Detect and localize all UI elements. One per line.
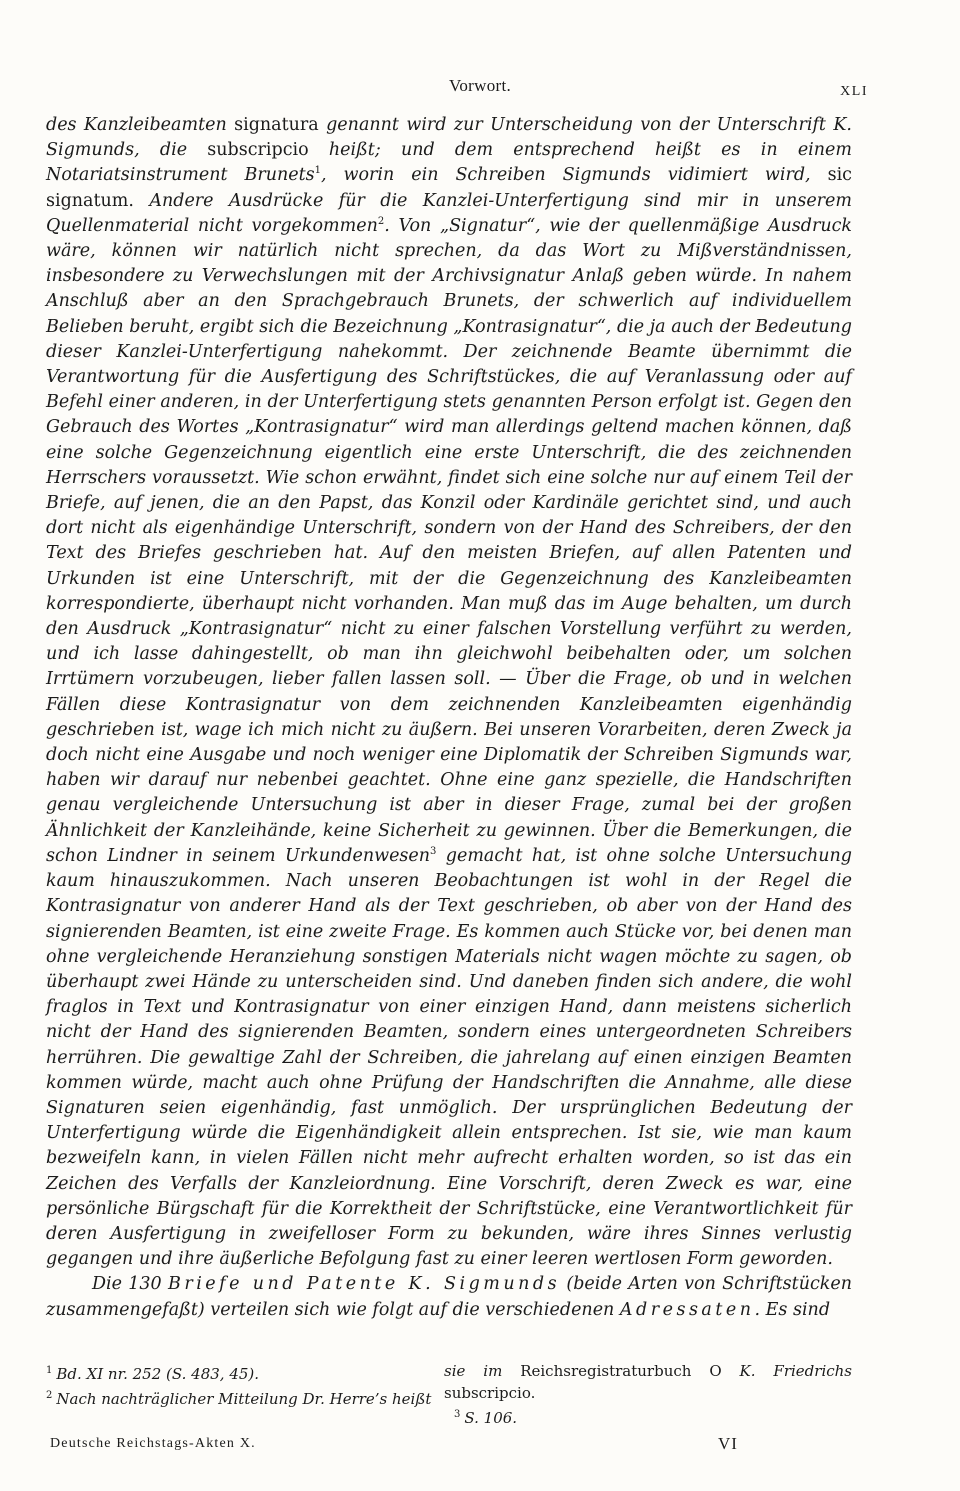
printer-signature-mark: VI — [718, 1434, 738, 1453]
text-run: subscripcio — [207, 140, 329, 161]
footnote-2 — [46, 1385, 436, 1410]
text-run: gemacht hat, ist ohne solche Untersuchung kaum hinauszukommen. Nach unseren Beobachtungen ist wohl in der Regel die Kontrasignatur von anderer Hand als der Text geschrieben, ob aber von der Hand des signierenden Beamten, ist eine zweite Frage. Es kommen auch Stücke vor, bei denen man ohne vergleichende Heranziehung sonstigen Materials nicht wagen möchte zu sagen, ob überhaupt zwei Hände zu unterscheiden sind. Und daneben finden sich andere, die wohl fraglos in Text und Kontrasignatur von einer einzigen Hand, dann meistens sicherlich nicht der Hand des signierenden Beamten, sondern eines untergeordneten Schreibers herrühren. Die gewaltige Zahl der Schreiben, die jahrelang auf einen einzigen Beamten kommen würde, macht auch ohne Prüfung der Handschriften die Annahme, alle diese Signaturen seien eigenhändig, fast unmöglich. Der ursprünglichen Bedeutung der Unterfertigung würde die Eigenhändigkeit allein entsprechen. Ist sie, wie man kaum bezweifeln kann, in vielen Fällen nicht mehr aufrecht erhalten worden, so ist das ein Zeichen des Verfalls der Kanzleiordnung. Eine Vorschrift, deren Zweck es war, eine persönliche Bürgschaft für die Korrektheit der Schriftstücke, eine Verantwortlichkeit für deren Ausfertigung in zweifelloser Form zu bekunden, wäre ihres Sinnes verlustig gegangen und ihre äußerliche Befolgung fast zu einer leeren wertlosen Form geworden. — [46, 845, 852, 1270]
main-text — [46, 113, 852, 1323]
text-run: signatura — [234, 115, 327, 135]
running-head — [0, 74, 960, 98]
text-run: Die 130 — [92, 1274, 168, 1295]
text-run: K. Friedrichs — [739, 1362, 852, 1380]
footnote-3-text: S. 106. — [464, 1409, 518, 1427]
text-run: , worin ein Schreiben Sigmunds vidimiert wird, — [320, 165, 828, 186]
footnote-3 — [444, 1404, 852, 1429]
text-run: sic signatum. — [46, 165, 852, 211]
text-run: . Es sind — [754, 1299, 831, 1320]
footnotes-right-column — [444, 1360, 852, 1429]
footnote-2-continuation — [444, 1360, 852, 1404]
text-run: genannt wird zur Unterscheidung von der Unterschrift K. Sigmunds, die — [46, 115, 852, 161]
footnote-3-mark: 3 — [454, 1409, 461, 1420]
text-run: heißt; und dem entsprechend heißt es in einem Notariatsinstrument Brunets — [46, 140, 853, 186]
text-run: Briefe und Patente K. Sigmunds — [167, 1274, 561, 1295]
footnotes-left-column — [46, 1360, 436, 1410]
footnote-2-mark: 2 — [46, 1390, 53, 1401]
footnote-reference: 1 — [314, 165, 321, 177]
footnote-reference: 2 — [377, 215, 385, 227]
paragraph-kontrasignatur — [46, 113, 852, 1272]
text-run: (beide Arten von Schriftstücken zusammengefaßt) verteilen sich wie folgt auf die verschiedenen — [46, 1274, 852, 1320]
text-run: Andere Ausdrücke für die Kanzlei-Unterfertigung sind mir in unserem Quellenmaterial nicht vorgekommen — [46, 190, 852, 236]
text-run: Reichsregistraturbuch O — [520, 1362, 740, 1380]
footnote-2-text: Nach nachträglicher Mitteilung Dr. Herre’s heißt — [56, 1390, 432, 1408]
footnote-1 — [46, 1360, 436, 1385]
printer-signature-line: Deutsche Reichstags-Akten X. — [50, 1436, 256, 1451]
text-run: sie im — [444, 1362, 521, 1380]
footnote-reference: 3 — [430, 846, 437, 858]
running-head-title: Vorwort. — [448, 76, 512, 95]
text-run: subscripcio. — [444, 1384, 536, 1402]
page-number: XLI — [840, 84, 868, 99]
paragraph-adressaten — [46, 1272, 852, 1322]
text-run: des Kanzleibeamten — [46, 115, 235, 135]
footnote-1-mark: 1 — [46, 1365, 53, 1376]
footnote-1-text: Bd. XI nr. 252 (S. 483, 45). — [56, 1365, 260, 1383]
text-run: . Von „Signatur“, wie der quellenmäßige Ausdruck wäre, können wir natürlich nicht sprechen, da das Wort zu Mißverständnissen, insbesondere zu Verwechslungen mit der Archivsignatur Anlaß geben würde. In nahem Anschluß aber an den Sprachgebrauch Brunets, der schwerlich auf individuellem Belieben beruht, ergibt sich die Bezeichnung „Kontrasignatur“, die ja auch der Bedeutung dieser Kanzlei-Unterfertigung nahekommt. Der zeichnende Beamte übernimmt die Verantwortung für die Ausfertigung des Schriftstückes, die auf Veranlassung oder auf Befehl einer anderen, in der Unterfertigung stets genannten Person erfolgt ist. Gegen den Gebrauch des Wortes „Kontrasignatur“ wird man allerdings geltend machen können, daß eine solche Gegenzeichnung eigentlich eine erste Unterschrift, die des zeichnenden Herrschers voraussetzt. Wie schon erwähnt, findet sich eine solche nur auf einem Teil der Briefe, auf jenen, die an den Papst, das Konzil oder Kardinäle gerichtet sind, und auch dort nicht als eigenhändige Unterschrift, sondern von der Hand des Schreibers, der den Text des Briefes geschrieben hat. Auf den meisten Briefen, auf allen Patenten und Urkunden ist eine Unterschrift, mit der die Gegenzeichnung des Kanzleibeamten korrespondierte, überhaupt nicht vorhanden. Man muß das im Auge behalten, um durch den Ausdruck „Kontrasignatur“ nicht zu einer falschen Vorstellung verführt zu werden, und ich lasse dahingestellt, ob man ihn gleichwohl beibehalten oder, um solchen Irrtümern vorzubeugen, lieber fallen lassen soll. — Über die Frage, ob und in welchen Fällen diese Kontrasignatur von dem zeichnenden Kanzleibeamten eigenhändig geschrieben ist, wage ich mich nicht zu äußern. Bei unseren Vorarbeiten, deren Zweck ja doch nicht eine Ausgabe und noch weniger eine Diplomatik der Schreiben Sigmunds war, haben wir darauf nur nebenbei geachtet. Ohne eine ganz spezielle, die Handschriften genau vergleichende Untersuchung ist aber in dieser Frage, zumal bei der großen Ähnlichkeit der Kanzleihände, keine Sicherheit zu gewinnen. Über die Bemerkungen, die schon Lindner in seinem Urkundenwesen — [46, 215, 852, 866]
text-run: Adressaten — [619, 1299, 755, 1320]
